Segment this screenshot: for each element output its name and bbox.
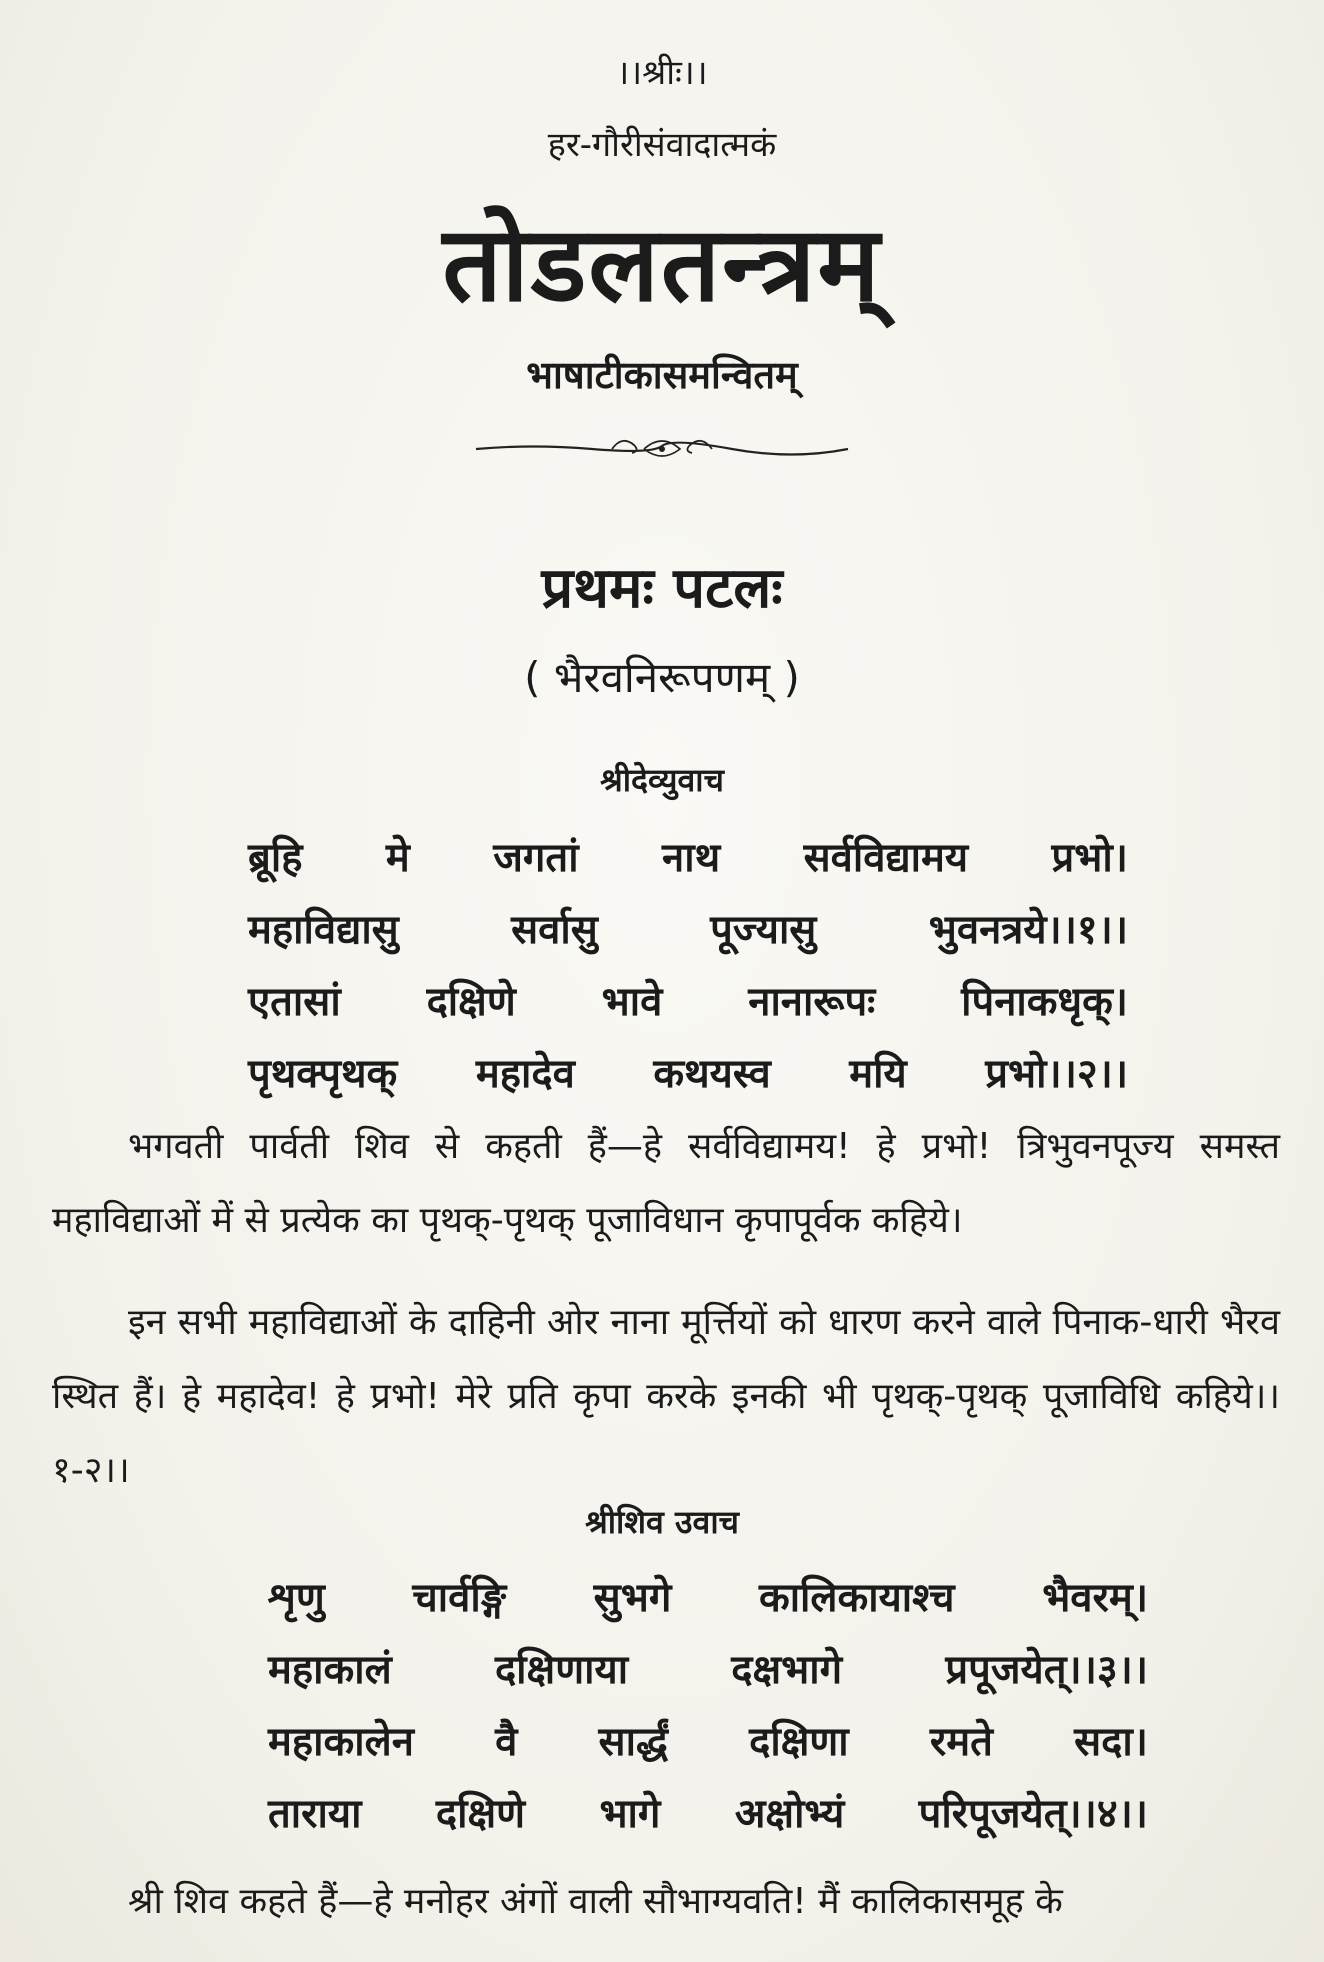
verse-word: सार्द्धं (598, 1719, 668, 1765)
verse-line (268, 1568, 1148, 1623)
verse-line (248, 972, 1128, 1027)
verse-word: नाथ (662, 835, 721, 881)
verse-word: दक्षिणे (426, 979, 516, 1025)
verse-word: वै (495, 1719, 518, 1765)
verse-word: सुभगे (593, 1575, 672, 1621)
verse-word: दक्षभागे (731, 1647, 843, 1693)
verse-word: रमते (929, 1719, 993, 1765)
verse-word: कथयस्व (653, 1051, 771, 1097)
verse-word: प्रभो। (1051, 835, 1128, 881)
speaker-devi: श्रीदेव्युवाच (600, 761, 724, 799)
book-title: तोडलतन्त्रम् (442, 203, 882, 325)
verse-word: दक्षिणा (749, 1719, 849, 1765)
verse-line (248, 828, 1128, 883)
verse-word: भुवनत्रये।।१।। (928, 907, 1128, 953)
verse-word: भागे (599, 1791, 661, 1837)
subtitle: हर-गौरीसंवादात्मकं (547, 125, 777, 165)
verse-word: प्रभो।।२।। (985, 1051, 1128, 1097)
chapter-subheading: ( भैरवनिरूपणम् ) (524, 653, 800, 702)
verse-word: प्रपूजयेत्।।३।। (945, 1647, 1148, 1693)
verse-line (248, 900, 1128, 955)
commentary-paragraph: श्री शिव कहते हैं—हे मनोहर अंगों वाली सौभाग्यवति! मैं कालिकासमूह के (128, 1881, 1063, 1922)
verse-word: पिनाकधृक्। (961, 979, 1128, 1025)
verse-word: नानारूपः (748, 979, 876, 1025)
verse-word: दक्षिणे (435, 1791, 526, 1837)
verse-word: सर्वविद्यामय (803, 835, 969, 881)
verse-word: ताराया (268, 1791, 362, 1837)
verse-word: शृणु (268, 1575, 325, 1621)
verse-word: अक्षोभ्यं (734, 1791, 845, 1837)
invocation: ।।श्रीः।। (616, 53, 708, 93)
verse-word: कालिकायाश्च (758, 1575, 955, 1621)
verse-word: मे (385, 835, 410, 881)
verse-word: पृथक्पृथक् (248, 1051, 398, 1097)
verse-word: चार्वङ्गि (412, 1575, 507, 1621)
verse-word: जगतां (493, 835, 579, 881)
verse-line (268, 1712, 1148, 1767)
verse-word: महादेव (475, 1051, 575, 1097)
verse-word: पूज्यासु (710, 907, 817, 953)
verse-word: सदा। (1074, 1719, 1148, 1765)
verse-word: महाकालं (268, 1647, 392, 1693)
verse-word: भैवरम्। (1042, 1575, 1148, 1621)
verse-word: भावे (601, 979, 663, 1025)
commentary-paragraph: इन सभी महाविद्याओं के दाहिनी ओर नाना मूर्त्तियों को धारण करने वाले पिनाक-धारी भैरव स्थित हैं। हे महादेव! हे प्रभो! मेरे प्रति कृपा करके इनकी भी पृथक्-पृथक् पूजाविधि कहिये।।१-२।। (52, 1302, 1280, 1491)
verse-word: मयि (849, 1051, 907, 1097)
verse-word: महाविद्यासु (248, 907, 399, 953)
verse-word: सर्वासु (511, 907, 598, 953)
verse-line (268, 1784, 1148, 1839)
verse-word: परिपूजयेत्।।४।। (918, 1791, 1148, 1837)
verse-word: एतासां (248, 979, 341, 1025)
commentary-paragraph: भगवती पार्वती शिव से कहती हैं—हे सर्वविद्यामय! हे प्रभो! त्रिभुवनपूज्य समस्त महाविद्याओं में से प्रत्येक का पृथक्-पृथक् पूजाविधान कृपापूर्वक कहिये। (52, 1126, 1280, 1241)
verse-word: दक्षिणाया (494, 1647, 629, 1693)
verse-line (248, 1044, 1128, 1099)
speaker-shiva: श्रीशिव उवाच (585, 1503, 739, 1541)
verse-line (268, 1640, 1148, 1695)
verse-word: ब्रूहि (248, 835, 303, 881)
chapter-heading: प्रथमः पटलः (541, 556, 783, 621)
commentary-line: भाषाटीकासमन्वितम् (526, 353, 798, 397)
verse-word: महाकालेन (268, 1719, 414, 1765)
ornament-divider (0, 434, 1324, 464)
ornament-icon (472, 434, 852, 464)
